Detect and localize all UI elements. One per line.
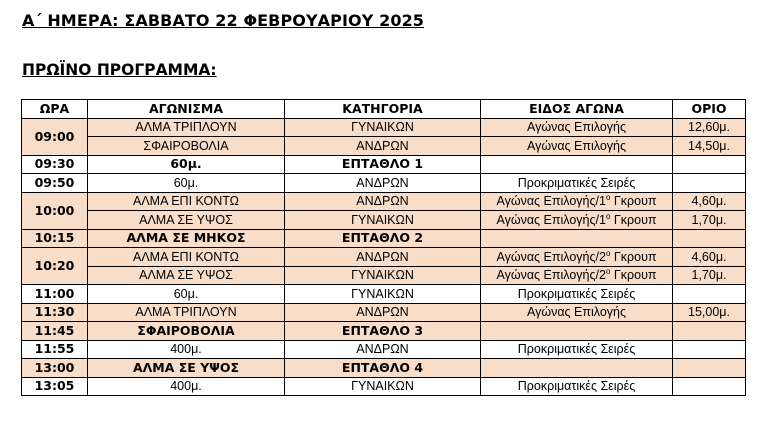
limit-cell: 14,50μ. — [673, 137, 746, 156]
category-cell: ΕΠΤΑΘΛΟ 3 — [285, 322, 481, 341]
category-cell: ΑΝΔΡΩΝ — [285, 248, 481, 267]
type-cell: Αγώνας Επιλογής/$2^o$ Γκρουπ — [481, 248, 673, 267]
col-header-category: ΚΑΤΗΓΟΡΙΑ — [285, 100, 481, 119]
event-cell: 400μ. — [88, 340, 285, 359]
limit-cell — [673, 229, 746, 248]
col-header-limit: ΟΡΙΟ — [673, 100, 746, 119]
type-cell: Αγώνας Επιλογής/$1^o$ Γκρουπ — [481, 211, 673, 230]
time-cell: 11:55 — [22, 340, 88, 359]
time-cell: 09:30 — [22, 155, 88, 174]
table-row — [22, 211, 746, 230]
limit-cell: 4,60μ. — [673, 248, 746, 267]
table-row — [22, 137, 746, 156]
limit-cell: 4,60μ. — [673, 192, 746, 211]
table-row — [22, 192, 746, 211]
time-cell: 11:45 — [22, 322, 88, 341]
category-cell: ΓΥΝΑΙΚΩΝ — [285, 285, 481, 304]
col-header-type: ΕΙΔΟΣ ΑΓΩΝΑ — [481, 100, 673, 119]
limit-cell: 1,70μ. — [673, 266, 746, 285]
time-cell: 13:05 — [22, 377, 88, 396]
type-cell — [481, 322, 673, 341]
event-cell: ΑΛΜΑ ΕΠΙ ΚΟΝΤΩ — [88, 192, 285, 211]
category-cell: ΓΥΝΑΙΚΩΝ — [285, 377, 481, 396]
schedule-table — [21, 99, 746, 396]
time-cell: 11:00 — [22, 285, 88, 304]
time-cell: 11:30 — [22, 303, 88, 322]
event-cell: ΣΦΑΙΡΟΒΟΛΙΑ — [88, 322, 285, 341]
table-row — [22, 118, 746, 137]
type-cell: Αγώνας Επιλογής — [481, 303, 673, 322]
time-cell: 09:50 — [22, 174, 88, 193]
page-title: Α΄ ΗΜΕΡΑ: ΣΑΒΒΑΤΟ 22 ΦΕΒΡΟΥΑΡΙΟΥ 2025 — [22, 11, 425, 30]
type-cell: Προκριματικές Σειρές — [481, 377, 673, 396]
event-cell: ΑΛΜΑ ΣΕ ΥΨΟΣ — [88, 266, 285, 285]
table-row — [22, 174, 746, 193]
category-cell: ΕΠΤΑΘΛΟ 4 — [285, 359, 481, 378]
category-cell: ΓΥΝΑΙΚΩΝ — [285, 118, 481, 137]
limit-cell — [673, 377, 746, 396]
type-cell: Αγώνας Επιλογής/$2^o$ Γκρουπ — [481, 266, 673, 285]
category-cell: ΓΥΝΑΙΚΩΝ — [285, 266, 481, 285]
table-row — [22, 359, 746, 378]
category-cell: ΑΝΔΡΩΝ — [285, 192, 481, 211]
time-cell: 09:00 — [22, 118, 88, 155]
category-cell: ΕΠΤΑΘΛΟ 1 — [285, 155, 481, 174]
table-row — [22, 285, 746, 304]
type-cell — [481, 229, 673, 248]
time-cell: 10:20 — [22, 248, 88, 285]
event-cell: ΑΛΜΑ ΤΡΙΠΛΟΥΝ — [88, 303, 285, 322]
category-cell: ΑΝΔΡΩΝ — [285, 137, 481, 156]
limit-cell: 12,60μ. — [673, 118, 746, 137]
category-cell: ΑΝΔΡΩΝ — [285, 340, 481, 359]
limit-cell — [673, 285, 746, 304]
category-cell: ΑΝΔΡΩΝ — [285, 174, 481, 193]
table-row — [22, 155, 746, 174]
table-row — [22, 322, 746, 341]
type-cell: Αγώνας Επιλογής — [481, 137, 673, 156]
event-cell: ΑΛΜΑ ΣΕ ΥΨΟΣ — [88, 211, 285, 230]
type-cell: Προκριματικές Σειρές — [481, 285, 673, 304]
type-cell — [481, 155, 673, 174]
type-cell — [481, 359, 673, 378]
table-row — [22, 248, 746, 267]
event-cell: ΑΛΜΑ ΤΡΙΠΛΟΥΝ — [88, 118, 285, 137]
category-cell: ΓΥΝΑΙΚΩΝ — [285, 211, 481, 230]
time-cell: 10:15 — [22, 229, 88, 248]
event-cell: ΑΛΜΑ ΣΕ ΥΨΟΣ — [88, 359, 285, 378]
event-cell: ΑΛΜΑ ΕΠΙ ΚΟΝΤΩ — [88, 248, 285, 267]
time-cell: 10:00 — [22, 192, 88, 229]
table-row — [22, 377, 746, 396]
limit-cell: 1,70μ. — [673, 211, 746, 230]
event-cell: 60μ. — [88, 285, 285, 304]
limit-cell — [673, 322, 746, 341]
col-header-time: ΩΡΑ — [22, 100, 88, 119]
col-header-event: ΑΓΩΝΙΣΜΑ — [88, 100, 285, 119]
limit-cell: 15,00μ. — [673, 303, 746, 322]
event-cell: ΣΦΑΙΡΟΒΟΛΙΑ — [88, 137, 285, 156]
limit-cell — [673, 359, 746, 378]
limit-cell — [673, 174, 746, 193]
type-cell: Αγώνας Επιλογής/$1^o$ Γκρουπ — [481, 192, 673, 211]
section-title: ΠΡΩΪΝΟ ΠΡΟΓΡΑΜΜΑ: — [22, 61, 217, 79]
limit-cell — [673, 340, 746, 359]
event-cell: 60μ. — [88, 174, 285, 193]
table-row — [22, 266, 746, 285]
event-cell: ΑΛΜΑ ΣΕ ΜΗΚΟΣ — [88, 229, 285, 248]
event-cell: 60μ. — [88, 155, 285, 174]
limit-cell — [673, 155, 746, 174]
category-cell: ΑΝΔΡΩΝ — [285, 303, 481, 322]
type-cell: Προκριματικές Σειρές — [481, 174, 673, 193]
table-row — [22, 303, 746, 322]
table-row — [22, 229, 746, 248]
table-row — [22, 340, 746, 359]
type-cell: Αγώνας Επιλογής — [481, 118, 673, 137]
event-cell: 400μ. — [88, 377, 285, 396]
category-cell: ΕΠΤΑΘΛΟ 2 — [285, 229, 481, 248]
type-cell: Προκριματικές Σειρές — [481, 340, 673, 359]
table-header-row — [22, 100, 746, 119]
time-cell: 13:00 — [22, 359, 88, 378]
